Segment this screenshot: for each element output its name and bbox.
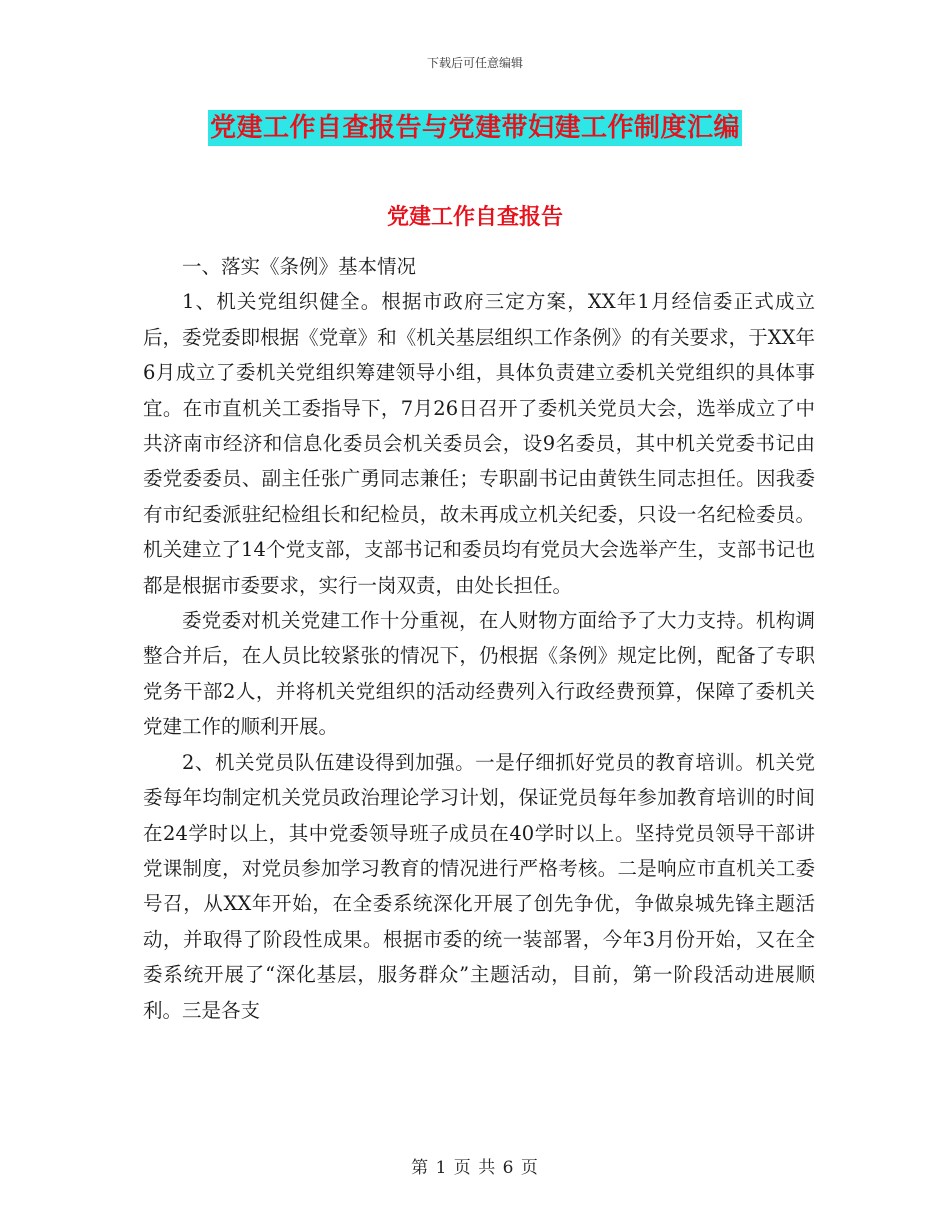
- section-title: 党建工作自查报告: [386, 204, 563, 230]
- document-title: [0, 110, 950, 146]
- paragraph: 1、机关党组织健全。根据市政府三定方案，XX年1月经信委正式成立后，委党委即根据《党章》和《机关基层组织工作条例》的有关要求，于XX年6月成立了委机关党组织筹建领导小组，具体负责建立委机关党组织的具体事宜。在市直机关工委指导下，7月26日召开了委机关党员大会，选举成立了中共济南市经济和信息化委员会机关委员会，设9名委员，其中机关党委书记由委党委委员、副主任张广勇同志兼任；专职副书记由黄铁生同志担任。因我委有市纪委派驻纪检组长和纪检员，故未再成立机关纪委，只设一名纪检委员。机关建立了14个党支部，支部书记和委员均有党员大会选举产生，支部书记也都是根据市委要求，实行一岗双责，由处长担任。: [143, 290, 815, 597]
- page-header-note: 下载后可任意编辑: [426, 56, 523, 70]
- document-body: [143, 249, 815, 1028]
- paragraph: 2、机关党员队伍建设得到加强。一是仔细抓好党员的教育培训。机关党委每年均制定机关党员政治理论学习计划，保证党员每年参加教育培训的时间在24学时以上，其中党委领导班子成员在40学时以上。坚持党员领导干部讲党课制度，对党员参加学习教育的情况进行严格考核。二是响应市直机关工委号召，从XX年开始，在全委系统深化开展了创先争优，争做泉城先锋主题活动，并取得了阶段性成果。根据市委的统一装部署，今年3月份开始，又在全委系统开展了“深化基层，服务群众”主题活动，目前，第一阶段活动进展顺利。三是各支: [143, 750, 815, 1022]
- paragraph-heading: 一、落实《条例》基本情况: [182, 255, 417, 278]
- document-title-text: 党建工作自查报告与党建带妇建工作制度汇编: [208, 110, 742, 146]
- page-number: 第 1 页 共 6 页: [411, 1158, 539, 1178]
- paragraph: 委党委对机关党建工作十分重视，在人财物方面给予了大力支持。机构调整合并后，在人员比较紧张的情况下，仍根据《条例》规定比例，配备了专职党务干部2人，并将机关党组织的活动经费列入行政经费预算，保障了委机关党建工作的顺利开展。: [143, 609, 815, 739]
